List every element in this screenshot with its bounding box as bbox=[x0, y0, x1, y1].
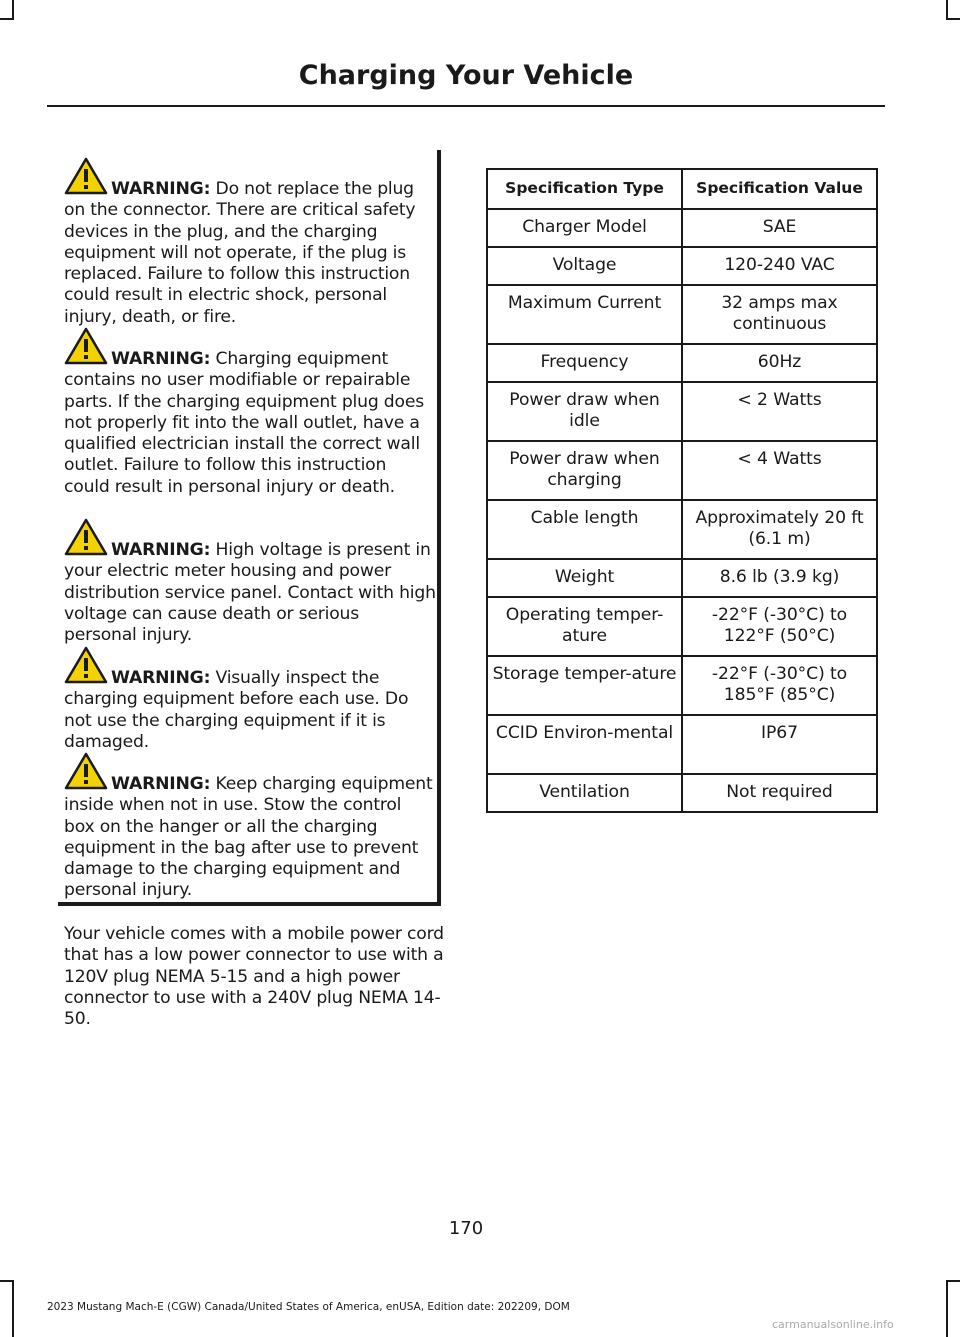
warning-triangle-icon bbox=[64, 752, 108, 790]
table-cell: < 2 Watts bbox=[682, 382, 877, 441]
table-cell: -22°F (-30°C) to 122°F (50°C) bbox=[682, 597, 877, 656]
column-header: Specification Value bbox=[682, 169, 877, 209]
table-cell: Storage temper-ature bbox=[487, 656, 682, 715]
warning-text: Do not replace the plug on the connector. There are critical safety devices in the plug, and the charging equipment will not operate, if the plug is replaced. Failure to follow this instruction could result in electric shock, personal injury, death, or fire. bbox=[64, 179, 416, 327]
crop-mark bbox=[946, 1280, 948, 1337]
page-title: Charging Your Vehicle bbox=[298, 60, 634, 91]
warning-text: Charging equipment contains no user modifiable or repairable parts. If the charging equipment plug does not properly fit into the wall outlet, have a qualified electrician install the correct wall outlet. Failure to follow this instruction could result in personal injury or death. bbox=[64, 349, 424, 497]
watermark: carmanualsonline.info bbox=[772, 1318, 894, 1331]
table-row bbox=[487, 285, 877, 344]
page-number: 170 bbox=[448, 1218, 484, 1239]
crop-mark bbox=[12, 0, 14, 20]
column-header: Specification Type bbox=[487, 169, 682, 209]
table-cell: Power draw when idle bbox=[487, 382, 682, 441]
table-row bbox=[487, 500, 877, 559]
warning-label: WARNING: bbox=[111, 179, 211, 199]
table-row bbox=[487, 247, 877, 285]
table-row bbox=[487, 344, 877, 382]
table-row bbox=[487, 774, 877, 812]
table-cell: Voltage bbox=[487, 247, 682, 285]
table-row bbox=[487, 382, 877, 441]
crop-mark bbox=[0, 18, 14, 20]
warning-5 bbox=[64, 774, 436, 902]
table-row bbox=[487, 559, 877, 597]
warning-text: Keep charging equipment inside when not in use. Stow the control box on the hanger or all the charging equipment in the bag after use to prevent damage to the charging equipment and personal injury. bbox=[64, 774, 433, 901]
crop-mark bbox=[12, 1280, 14, 1337]
warning-1 bbox=[64, 179, 436, 328]
table-cell: 120-240 VAC bbox=[682, 247, 877, 285]
table-cell: 8.6 lb (3.9 kg) bbox=[682, 559, 877, 597]
table-cell: Charger Model bbox=[487, 209, 682, 247]
table-header-row bbox=[487, 169, 877, 209]
table-cell: Ventilation bbox=[487, 774, 682, 812]
warning-label: WARNING: bbox=[111, 540, 211, 560]
crop-mark bbox=[946, 0, 948, 20]
warning-triangle-icon bbox=[64, 327, 108, 365]
table-cell: Cable length bbox=[487, 500, 682, 559]
warning-triangle-icon bbox=[64, 518, 108, 556]
warning-label: WARNING: bbox=[111, 668, 211, 688]
table-cell: Power draw when charging bbox=[487, 441, 682, 500]
table-cell: Frequency bbox=[487, 344, 682, 382]
table-cell: Weight bbox=[487, 559, 682, 597]
warning-label: WARNING: bbox=[111, 774, 211, 794]
warning-3 bbox=[64, 540, 436, 646]
table-cell: -22°F (-30°C) to 185°F (85°C) bbox=[682, 656, 877, 715]
table-cell: Maximum Current bbox=[487, 285, 682, 344]
crop-mark bbox=[946, 1280, 960, 1282]
table-cell: 60Hz bbox=[682, 344, 877, 382]
warning-triangle-icon bbox=[64, 646, 108, 684]
warning-4 bbox=[64, 668, 436, 753]
footer-edition: 2023 Mustang Mach-E (CGW) Canada/United States of America, enUSA, Edition date: 202209, DOM bbox=[47, 1301, 570, 1313]
table-row bbox=[487, 715, 877, 774]
table-cell: CCID Environ-mental bbox=[487, 715, 682, 774]
table-cell: 32 amps max continuous bbox=[682, 285, 877, 344]
header-divider bbox=[47, 105, 885, 107]
table-cell: Approximately 20 ft (6.1 m) bbox=[682, 500, 877, 559]
table-cell: SAE bbox=[682, 209, 877, 247]
warning-2 bbox=[64, 349, 436, 498]
table-row bbox=[487, 597, 877, 656]
crop-mark bbox=[946, 18, 960, 20]
body-paragraph: Your vehicle comes with a mobile power cord that has a low power connector to use with a 120V plug NEMA 5-15 and a high power connector to use with a 240V plug NEMA 14-50. bbox=[64, 924, 444, 1030]
table-cell: Operating temper-ature bbox=[487, 597, 682, 656]
warning-triangle-icon bbox=[64, 157, 108, 195]
warning-text: Visually inspect the charging equipment before each use. Do not use the charging equipment if it is damaged. bbox=[64, 668, 409, 752]
warning-label: WARNING: bbox=[111, 349, 211, 369]
table-cell: Not required bbox=[682, 774, 877, 812]
table-row bbox=[487, 441, 877, 500]
table-cell: < 4 Watts bbox=[682, 441, 877, 500]
table-row bbox=[487, 656, 877, 715]
crop-mark bbox=[0, 1280, 14, 1282]
table-cell: IP67 bbox=[682, 715, 877, 774]
warning-text: High voltage is present in your electric meter housing and power distribution service panel. Contact with high voltage can cause death or serious personal injury. bbox=[64, 540, 436, 646]
table-row bbox=[487, 209, 877, 247]
specification-table bbox=[486, 168, 878, 813]
